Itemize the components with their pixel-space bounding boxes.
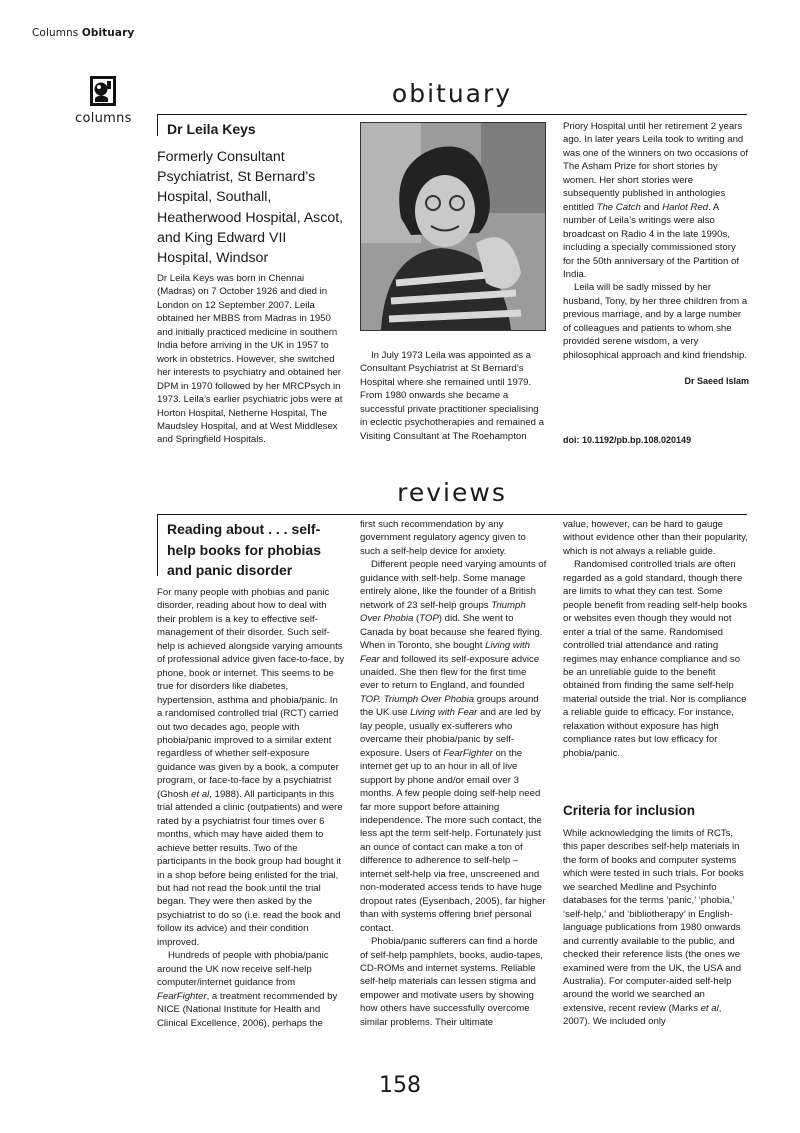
review-subheading: Criteria for inclusion [563,803,696,818]
review-paragraph: Different people need varying amounts of guidance with self-help. Some manage entirely alone, like the founder of a British network of 23 self-help groups Triumph Over Phobia (TOP) did. She went to Canada by boat because she feared flying. When in Toronto, she bought Living with Fear and followed its self-exposure advice unaided. She then flew for the first time ever to return to England, and founded TOP. Triumph Over Phobia groups around the UK use Living with Fear and are led by lay people, usually ex-sufferers who overcame their phobia/panic by self-exposure. Users of FearFighter on the internet get up to an hour in all of live support by phone and/or email over 3 months. A few people doing self-help need far more support before attaining independence. The more such contact, the less apt the term self-help. Fortunately just an ounce of contact can make a ton of difference to adherence to self-help – internet self-help via free, unscreened and non-moderated access tends to have huge dropout rates (Eysenbach, 2005), far higher than with systems offering brief personal contact. [360,559,547,934]
obituary-column-3 [563,120,749,389]
review-paragraph: value, however, can be hard to gauge without evidence other than their popularity, which is not always a reliable guide. [563,519,748,557]
obituary-affiliation: Formerly Consultant Psychiatrist, St Bernard’s Hospital, Southall, Heatherwood Hospital, Ascot, and King Edward VII Hospital, Windsor [157,149,344,267]
review-headline: Reading about . . . self-help books for phobias and panic disorder [167,521,322,578]
reviews-column-3-continued [563,827,749,1029]
obituary-paragraph: Priory Hospital until her retirement 2 years ago. In later years Leila took to writing and was one of the winners on two occasions of The Asham Prize for short stories by women. Her short stories were subsequently published in anthologies entitled The Catch and Harlot Red. A number of Leila’s writings were also broadcast on Radio 4 in the late 1990s, including a specially commissioned story for the 50th anniversary of the Partition of India. [563,121,749,280]
obituary-paragraph: Dr Leila Keys was born in Chennai (Madras) on 7 October 1926 and died in London on 12 September 2007. Leila obtained her MBBS from Madras in 1950 and initially practiced medicine in southern India before arriving in the UK in 1957 to work in obstetrics. However, she switched her interests to psychiatry and obtained her DPM in 1970 followed by her MRCPsych in 1973. Leila’s earlier psychiatric jobs were at Horton Hospital, Netherne Hospital, The Maudsley Hospital, and at West Middlesex and Springfield Hospitals. [157,273,343,446]
obituary-column-1 [157,272,345,447]
obituary-top-rule [157,114,747,115]
obituary-author: Dr Saeed Islam [684,376,749,387]
obituary-paragraph: Leila will be sadly missed by her husband, Tony, by her three children from a previous marriage, and by a large number of colleagues and patients to whom she provided serene wisdom, a very philosophical approach and kind friendship. [563,282,748,361]
review-paragraph: Hundreds of people with phobia/panic around the UK now receive self-help computer/internet guidance from FearFighter, a treatment recommended by NICE (National Institute for Health and Clinical Excellence, 2006), perhaps the [157,950,338,1029]
review-paragraph: Phobia/panic sufferers can find a horde of self-help pamphlets, books, audio-tapes, CD-ROMs and internet systems. Reliable self-help materials can lessen stigma and empower and motivate users by showing how others have successfully overcome similar problems. Their ultimate [360,936,543,1028]
obituary-doi: doi: 10.1192/pb.bp.108.020149 [563,435,692,445]
obituary-paragraph: In July 1973 Leila was appointed as a Consultant Psychiatrist at St Bernard’s Hospital where she remained until 1979. From 1980 onwards she became a successful private practitioner specialising in eclectic psychotherapies and remained a Visiting Consultant at The Roehampton [360,350,544,442]
obituary-photo [360,122,546,331]
review-paragraph: Randomised controlled trials are often regarded as a gold standard, though there are limits to what they can test. Some people benefit from reading self-help books or websites even though they would not enter a trial of the same. Randomised controlled trial attendance and rating regimes may enhance compliance and so be an unreliable guide to the benefit obtained from finding the same self-help material outside the trial. Nor is compliance a reliable guide to efficacy. For instance, relaxation without exposure has high compliance rates but low efficacy for phobia/panic. [563,559,747,759]
reviews-section-title: reviews [397,478,507,507]
review-paragraph: While acknowledging the limits of RCTs, this paper describes self-help materials in the form of books and computer systems which were tested in such trials. For books we searched Medline and Psychinfo databases for the terms ‘panic,’ ‘phobia,’ ‘self-help,’ and ‘bibliotherapy’ in English-language publications from 1980 onwards and currently available to the public, and checked their reference lists (the ones we examined were from the UK, the USA and Australia). For computer-aided self-help around the world we searched an extensive, recent review (Marks et al, 2007). We included only [563,828,744,1028]
reviews-top-rule [157,514,747,515]
portrait-image [361,123,545,330]
running-head-name: Obituary [81,27,135,39]
obituary-column-2 [360,349,546,443]
reviews-column-2 [360,518,547,1029]
obituary-name-bar [157,114,158,136]
sidebar-label: columns [75,111,132,126]
running-head [32,27,134,39]
review-paragraph: For many people with phobias and panic disorder, reading about how to deal with their problem is a key to effective self-management of their disorder. Such self-help is achieved alongside varying amounts of professional advice given face-to-face, by phone, book or internet. This seems to be true for disorders like diabetes, hypertension, asthma and phobia/panic. In a randomised controlled trial (RCT) carried out two decades ago, people with phobia/panic improved to a similar extent regardless of whether self-exposure guidance was given by a book, a computer program, or face-to-face by a psychiatrist (Ghosh et al, 1988). All participants in this trial attended a clinic (outpatients) and were rated by a psychiatrist four times over 6 months, which may have aided them to achieve better results. Two of the participants in the book group had bought it in a shop before being enlisted for the trial, but had not read the book until the trial began. They were then asked by the psychiatrist to do so (i.e. read the book and follow its advice) and their condition improved. [157,587,345,948]
page-number: 158 [379,1073,421,1098]
running-head-section: Columns [32,27,79,39]
obituary-name: Dr Leila Keys [167,121,256,137]
obituary-section-title: obituary [391,79,513,108]
reviews-headline-bar [157,514,158,576]
reviews-column-3 [563,518,749,760]
review-paragraph: first such recommendation by any government regulatory agency given to such a self-help device for anxiety. [360,519,526,557]
reviews-column-1 [157,586,345,1030]
